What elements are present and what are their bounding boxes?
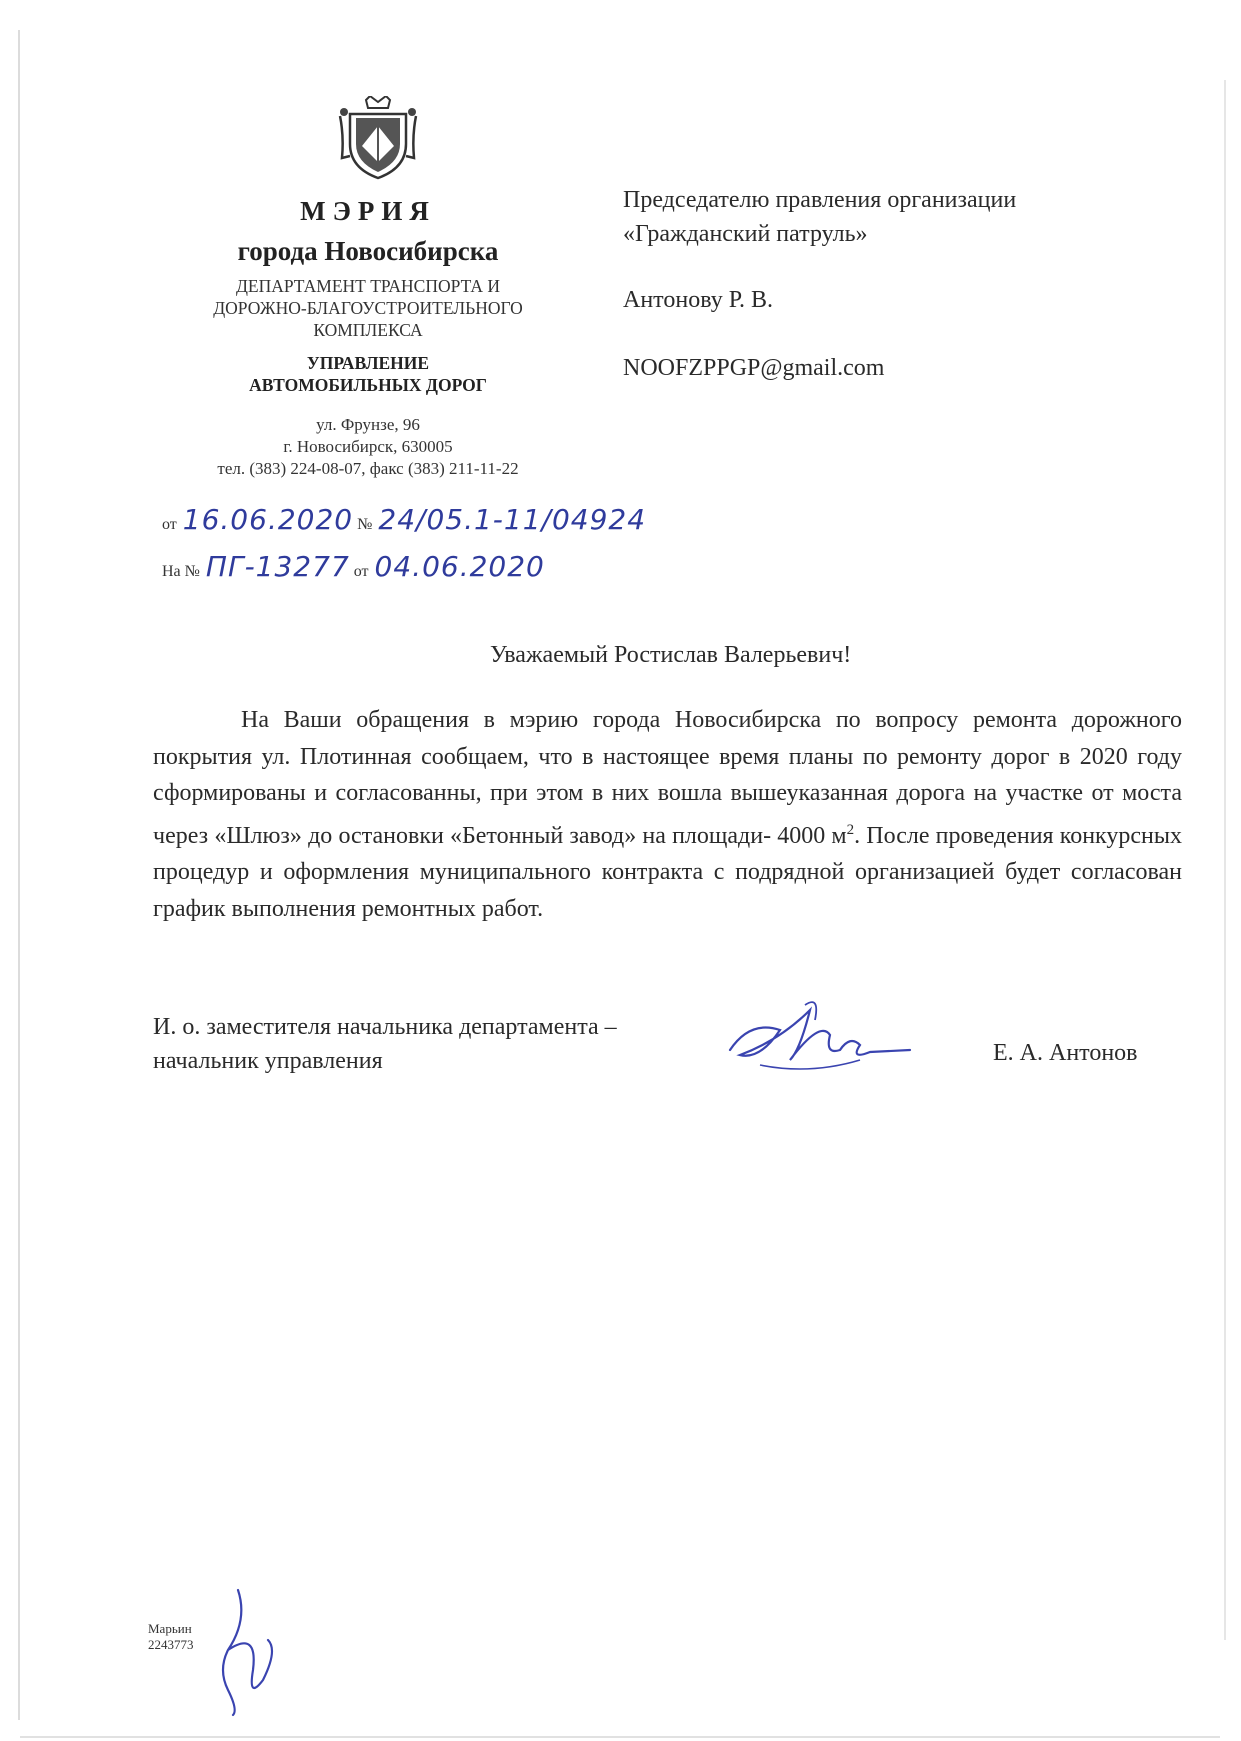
scan-edge-bottom: [20, 1736, 1220, 1738]
salutation: Уважаемый Ростислав Валерьевич!: [490, 642, 852, 668]
executor-phone: 2243773: [148, 1637, 194, 1652]
handwritten-initials: [208, 1580, 288, 1720]
body-text-part2: . После проведения конкурсных процедур и оформления муниципального контракта с подрядной организацией будет согласован график выполнения ремонтных работ.: [153, 822, 1182, 922]
addressee-position: Председателю правления организации: [623, 187, 1017, 213]
unit-line: УПРАВЛЕНИЕ: [306, 353, 430, 373]
department-line: КОМПЛЕКСА: [313, 320, 423, 340]
addressee-name: Антонову Р. В.: [623, 287, 774, 313]
letterhead-org: МЭРИЯ: [300, 196, 436, 226]
signatory-name: Е. А. Антонов: [993, 1040, 1138, 1066]
executor-name: Марьин: [148, 1621, 192, 1636]
from-label: от: [162, 516, 177, 533]
coat-of-arms-icon: [336, 96, 420, 180]
letterhead-city: города Новосибирска: [237, 236, 499, 266]
letterhead-address: [150, 414, 586, 480]
reply-from-label: от: [353, 563, 369, 580]
body-superscript: 2: [846, 821, 855, 838]
letter-date: 16.06.2020: [182, 503, 354, 536]
signatory-title-line: начальник управления: [153, 1048, 383, 1074]
reply-date: 04.06.2020: [374, 550, 545, 583]
reply-label: На №: [162, 563, 200, 580]
letter-number: 24/05.1-11/04924: [378, 503, 647, 536]
letterhead-department: [150, 275, 586, 341]
address-line: тел. (383) 224-08-07, факс (383) 211-11-22: [217, 459, 519, 478]
executor-note: [148, 1621, 194, 1653]
department-line: ДОРОЖНО-БЛАГОУСТРОИТЕЛЬНОГО: [213, 298, 523, 318]
reply-number: ПГ-13277: [205, 550, 350, 583]
letter-body: [153, 702, 1182, 927]
body-text-part1: На Ваши обращения в мэрию города Новосибирска по вопросу ремонта дорожного покрытия ул. Плотинная сообщаем, что в настоящее время планы по ремонту дорог в 2020 году сформированы и согласованны, при этом в них вошла вышеуказанная дорога на участке от моста через «Шлюз» до остановки «Бетонный завод» на площади- 4000 м: [153, 707, 1182, 849]
addressee-organization: «Гражданский патруль»: [623, 221, 868, 247]
department-line: ДЕПАРТАМЕНТ ТРАНСПОРТА И: [235, 276, 501, 296]
outgoing-reference: [162, 503, 646, 536]
signatory-title: [153, 1010, 617, 1078]
unit-line: АВТОМОБИЛЬНЫХ ДОРОГ: [249, 375, 487, 395]
addressee-email: NOOFZPPGP@gmail.com: [623, 355, 885, 381]
address-line: г. Новосибирск, 630005: [283, 437, 453, 456]
scan-edge-left: [18, 30, 20, 1720]
letterhead-unit: [150, 352, 586, 396]
signatory-title-line: И. о. заместителя начальника департамента –: [153, 1014, 617, 1040]
number-label: №: [357, 516, 373, 533]
incoming-reference: [162, 550, 545, 583]
handwritten-signature: [720, 990, 920, 1080]
scan-edge-right: [1224, 80, 1226, 1640]
address-line: ул. Фрунзе, 96: [316, 415, 420, 434]
